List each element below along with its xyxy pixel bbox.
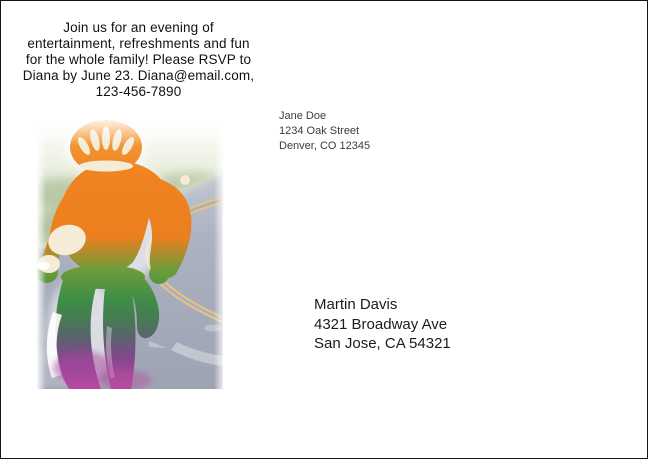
return-address [279, 109, 370, 154]
helmet-brow-band [79, 161, 133, 172]
right-fade [214, 116, 223, 389]
invitation-line: for the whole family! Please RSVP to [25, 52, 252, 67]
invitation-message [21, 20, 256, 100]
invitation-line: entertainment, refreshments and fun [27, 36, 250, 51]
cyclist-illustration [37, 116, 223, 389]
cyclist-image [37, 116, 223, 389]
right-hand [149, 264, 169, 284]
top-fade [37, 116, 223, 146]
invitation-line: Join us for an evening of [63, 20, 214, 35]
return-address-street: 1234 Oak Street [279, 125, 360, 137]
invitation-line: Diana by June 23. Diana@email.com, [22, 68, 255, 83]
return-address-city: Denver, CO 12345 [279, 140, 371, 152]
recipient-street: 4321 Broadway Ave [314, 315, 448, 333]
left-fade [37, 116, 46, 389]
recipient-address [314, 295, 451, 354]
recipient-city: San Jose, CA 54321 [314, 335, 451, 352]
recipient-name: Martin Davis [314, 296, 398, 313]
sleeve-logo [180, 175, 190, 185]
return-address-name: Jane Doe [279, 110, 327, 122]
invitation-line: 123-456-7890 [95, 84, 182, 99]
